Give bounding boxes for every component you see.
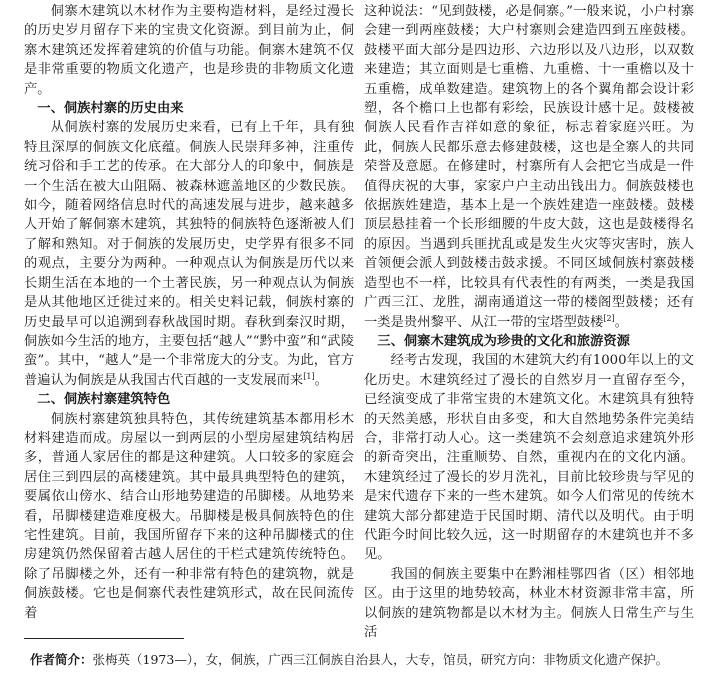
author-note-label: 作者简介： (30, 652, 93, 667)
history-text: 从侗族村寨的发展历史来看，已有上千年，具有独特且深厚的侗族文化底蕴。侗族人民崇拜多神，注重传统习俗和手工艺的传承。在大部分人的印象中，侗族是一个生活在被大山阻隔、被森林遮盖地区的少数民族。如今，随着网络信息时代的高速发展与进步，越来越多人开始了解侗寨木建筑，其独特的侗族特色逐渐被人们了解和熟知。对于侗族的发展历史，史学界有很多不同的观点，主要分为两种。一种观点认为侗族是历代以来长期生活在本地的一个土著民族，另一种观点认为侗族是从其他地区迁徙过来的。相关史料记载，侗族村寨的历史最早可以追溯到春秋战国时期。春秋到秦汉时期，侗族如今生活的地方，主要包括“越人”“黔中蛮”和“武陵蛮”。其中，“越人”是一个非常庞大的分支。为此，官方普遍认为侗族是从我国古代百越的一支发展而来 (24, 120, 354, 388)
section-heading-1: 一、侗族村寨的历史由来 (37, 101, 184, 117)
citation-ref-1[interactable]: [1] (303, 371, 315, 381)
history-text-end: 。 (314, 372, 328, 388)
distribution-paragraph: 我国的侗族主要集中在黔湘桂鄂四省（区）相邻地区。由于这里的地势较高，林业木材资源非常丰富，所以侗族的建筑物都是以木材为主。侗族人日常生产与生活 (364, 566, 694, 640)
footnote-divider (24, 638, 184, 639)
architecture-paragraph: 侗族村寨建筑独具特色，其传统建筑基本都用杉木材料建造而成。房屋以一到两层的小型房屋建筑结构居多，普通人家居住的都是这种建筑。人口较多的家庭会居住三到四层的高楼建筑。其中最具典型特色的建筑，要属依山傍水、结合山形地势建造的吊脚楼。从地势来看，吊脚楼建造难度极大。吊脚楼是极具侗族特色的住宅性建筑。目前，我国所留存下来的这种吊脚楼式的住房建筑仍然保留着古越人居住的干栏式建筑传统特色。除了吊脚楼之外，还有一种非常有特色的建筑物，就是侗族鼓楼。它也是侗寨代表性建筑形式，故在民间流传着 (24, 411, 354, 621)
right-column (364, 2, 694, 642)
left-column (24, 2, 354, 623)
history-paragraph (24, 118, 354, 390)
drum-tower-text: 这种说法：“见到鼓楼，必是侗寨。”一般来说，小户村寨会建一到两座鼓楼；大户村寨则会建造四到五座鼓楼。鼓楼平面大部分是四边形、六边形以及八边形，以双数来建造；其立面则是七重檐、九重檐、十一重檐以及十五重檐，成单数建造。建筑物上的各个翼角都会设计彩塑，各个檐口上也都有彩绘，民族设计感十足。鼓楼被侗族人民看作吉祥如意的象征，标志着家庭兴旺。为此，侗族人民都乐意去修建鼓楼，这也是全寨人的共同荣誉及意愿。在修建时，村寨所有人会把它当成是一件值得庆祝的大事，家家户户主动出钱出力。侗族鼓楼也依据族姓建造，基本上是一个族姓建造一座鼓楼。鼓楼顶层悬挂着一个长形细腰的牛皮大鼓，这也是鼓楼得名的原因。当遇到兵匪扰乱或是发生火灾等灾害时，族人首领便会派人到鼓楼击鼓求援。不同区域侗族村寨鼓楼造型也不一样，比较具有代表性的有两类，一类是我国广西三江、龙胜，湖南通道这一带的楼阁型鼓楼；还有一类是贵州黎平、从江一带的宝塔型鼓楼 (364, 4, 694, 330)
citation-ref-2[interactable]: [2] (603, 313, 615, 323)
intro-paragraph: 侗寨木建筑以木材作为主要构造材料，是经过漫长的历史岁月留存下来的宝贵文化资源。到目前为止，侗寨木建筑还发挥着建筑的价值与功能。侗寨木建筑不仅是非常重要的物质文化遗产，也是珍贵的非物质文化遗产。 (24, 4, 354, 97)
author-note (30, 652, 700, 668)
wood-culture-paragraph: 经考古发现，我国的木建筑大约有1000年以上的文化历史。木建筑经过了漫长的自然岁月一直留存至今，已经演变成了非常宝贵的木建筑文化。木建筑具有独特的天然美感，形状自由多变，和大自然地势条件完美结合，非常打动人心。这一类建筑不会刻意追求建筑外形的新奇突出，注重顺势、自然，重视内在的文化内涵。木建筑经过了漫长的岁月洗礼，目前比较珍贵与罕见的是宋代遗存下来的一些木建筑。如今人们常见的传统木建筑大部分都建造于民国时期、清代以及明代。由于明代距今时间比较久远，这一时期留存的木建筑也并不多见。 (364, 353, 694, 563)
drum-tower-text-end: 。 (614, 314, 628, 330)
section-heading-3: 三、侗寨木建筑成为珍贵的文化和旅游资源 (377, 333, 630, 349)
section-heading-2: 二、侗族村寨建筑特色 (37, 392, 171, 408)
drum-tower-paragraph (364, 2, 694, 332)
author-note-text: 张梅英（1973—），女，侗族，广西三江侗族自治县人，大专，馆员，研究方向：非物质文化遗产保护。 (92, 652, 669, 667)
